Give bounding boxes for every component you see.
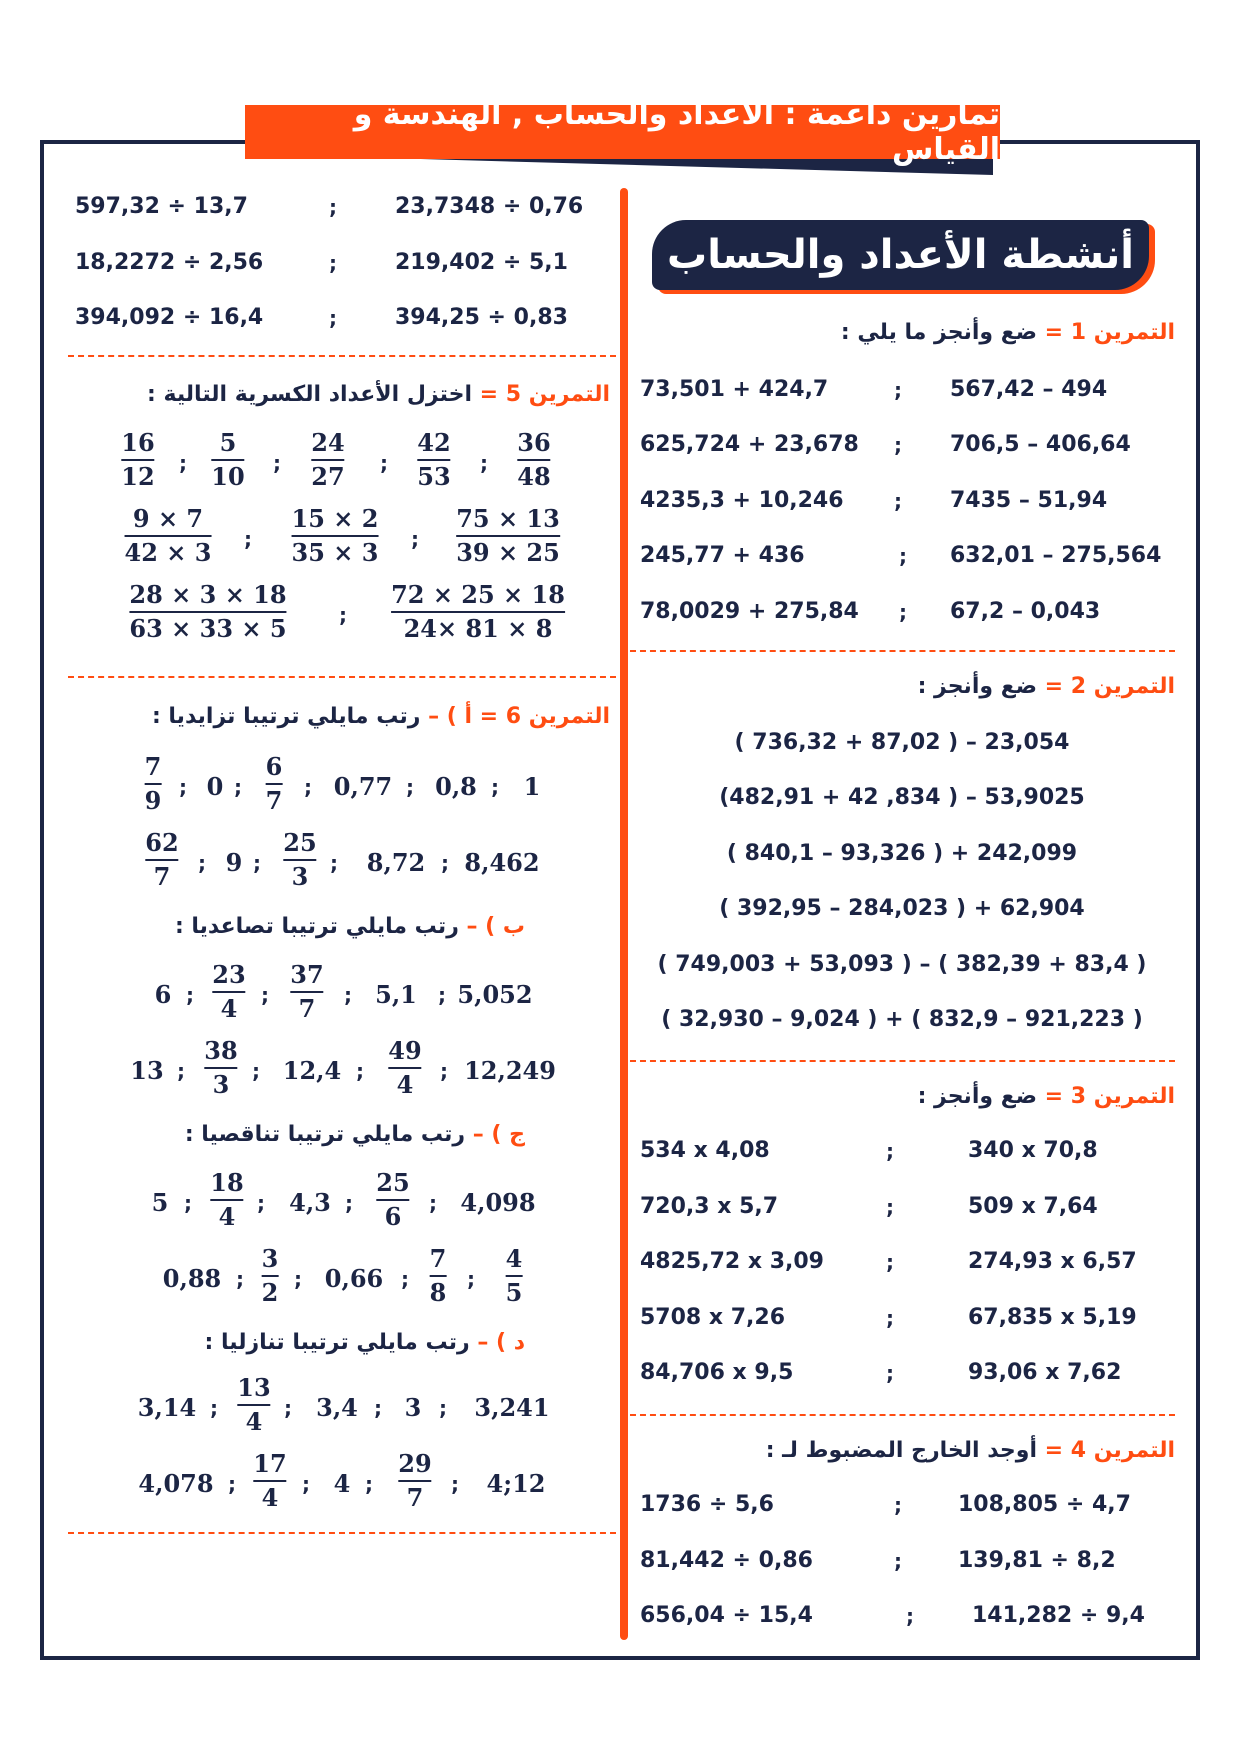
- separator: ;: [886, 1195, 894, 1219]
- numerator: 72 × 25 × 18: [391, 580, 565, 609]
- numerator: 28 × 3 × 18: [129, 580, 287, 609]
- fraction-bar: [266, 783, 283, 785]
- fraction: [237, 1373, 270, 1437]
- separator: ;: [302, 1472, 310, 1496]
- fraction: [145, 828, 178, 892]
- denominator: 7: [153, 862, 171, 891]
- fraction-bar: [456, 535, 560, 537]
- value: 0: [206, 772, 224, 801]
- separator: ;: [329, 251, 337, 275]
- fraction: [211, 428, 244, 492]
- fraction: [376, 1168, 409, 1232]
- denominator: 4: [220, 994, 238, 1023]
- value: 1: [523, 772, 541, 801]
- fraction: [398, 1449, 431, 1513]
- fraction: [388, 1036, 421, 1100]
- fraction: [262, 1244, 279, 1308]
- fraction-bar: [283, 859, 316, 861]
- dash-divider: [68, 676, 616, 678]
- denominator: 10: [211, 462, 245, 491]
- value: 12,4: [282, 1056, 342, 1085]
- separator: ;: [339, 603, 347, 627]
- ex4-right-1: 108,805 ÷ 4,7: [958, 1492, 1131, 1517]
- denominator: 4: [245, 1407, 263, 1436]
- ex3-left-1: 534 x 4,08: [640, 1138, 770, 1163]
- denominator: 8: [429, 1278, 447, 1307]
- fraction: [517, 428, 550, 492]
- denominator: 7: [298, 994, 316, 1023]
- separator: ;: [451, 1472, 459, 1496]
- fraction-bar: [121, 459, 154, 461]
- ex6-number: التمرين 6 = أ ) –: [428, 704, 610, 729]
- separator: ;: [894, 489, 902, 513]
- separator: ;: [257, 1191, 265, 1215]
- separator: ;: [244, 527, 252, 551]
- ex4-cont-right-2: 219,402 ÷ 5,1: [395, 250, 568, 275]
- denominator: 4: [261, 1483, 279, 1512]
- denominator: 35 × 3: [291, 538, 379, 567]
- value: 3,4: [316, 1393, 358, 1422]
- ex1-right-1: 567,42 – 494: [950, 377, 1108, 402]
- ex6-instruction: رتب مايلي ترتيبا تزايديا :: [151, 704, 429, 729]
- ex2-row-3: ( 840,1 – 93,326 ) + 242,099: [726, 841, 1078, 866]
- numerator: 75 × 13: [456, 504, 560, 533]
- denominator: 42 × 3: [124, 538, 212, 567]
- separator: ;: [186, 983, 194, 1007]
- numerator: 23: [212, 960, 246, 989]
- fraction-bar: [262, 1275, 279, 1277]
- ex6-b-heading: [175, 912, 525, 942]
- dash-divider: [630, 1414, 1175, 1416]
- separator: ;: [380, 451, 388, 475]
- separator: ;: [344, 983, 352, 1007]
- numerator: 62: [145, 828, 179, 857]
- value: 0,66: [324, 1264, 384, 1293]
- numerator: 7: [144, 752, 162, 781]
- value: 4;12: [486, 1469, 546, 1498]
- ex3-number: التمرين 3 =: [1044, 1084, 1175, 1109]
- value: 6: [154, 980, 172, 1009]
- fraction-bar: [145, 859, 178, 861]
- ex3-right-5: 93,06 x 7,62: [968, 1360, 1122, 1385]
- separator: ;: [894, 1493, 902, 1517]
- value: 5,1: [375, 980, 417, 1009]
- banner-title: تمارين داعمة : الأعداد والحساب , الهندسة و القياس: [353, 97, 1000, 167]
- value: 8,462: [464, 848, 540, 877]
- ex4-left-1: 1736 ÷ 5,6: [640, 1492, 774, 1517]
- separator: ;: [906, 1604, 914, 1628]
- ex1-right-5: 67,2 – 0,043: [950, 599, 1101, 624]
- value: 9: [225, 848, 243, 877]
- separator: ;: [329, 306, 337, 330]
- separator: ;: [184, 1191, 192, 1215]
- fraction-bar: [417, 459, 450, 461]
- denominator: 4: [218, 1202, 236, 1231]
- separator: ;: [894, 1549, 902, 1573]
- numerator: 17: [253, 1449, 287, 1478]
- fraction-bar: [376, 1199, 409, 1201]
- separator: ;: [330, 851, 338, 875]
- numerator: 4: [505, 1244, 523, 1273]
- denominator: 63 × 33 × 5: [129, 614, 287, 643]
- ex1-right-2: 706,5 – 406,64: [950, 432, 1131, 457]
- ex4-right-3: 141,282 ÷ 9,4: [972, 1603, 1145, 1628]
- fraction-bar: [388, 1067, 421, 1069]
- fraction: [212, 960, 245, 1024]
- numerator: 49: [388, 1036, 422, 1065]
- ex6-c-instruction: رتب مايلي ترتيبا تناقصيا :: [184, 1122, 473, 1147]
- separator: ;: [439, 1396, 447, 1420]
- separator: ;: [365, 1472, 373, 1496]
- ex3-right-4: 67,835 x 5,19: [968, 1305, 1137, 1330]
- denominator: 7: [265, 786, 283, 815]
- separator: ;: [236, 1267, 244, 1291]
- ex3-left-5: 84,706 x 9,5: [640, 1360, 794, 1385]
- separator: ;: [467, 1267, 475, 1291]
- denominator: 53: [417, 462, 451, 491]
- ex2-instruction: ضع وأنجز :: [917, 674, 1045, 699]
- ex1-left-2: 625,724 + 23,678: [640, 432, 859, 457]
- ex2-row-4: ( 392,95 – 284,023 ) + 62,904: [719, 896, 1085, 921]
- denominator: 48: [517, 462, 551, 491]
- fraction-bar: [398, 1480, 431, 1482]
- ex1-number: التمرين 1 =: [1044, 320, 1175, 345]
- numerator: 18: [210, 1168, 244, 1197]
- separator: ;: [401, 1267, 409, 1291]
- separator: ;: [480, 451, 488, 475]
- ex1-heading: [841, 318, 1175, 348]
- separator: ;: [284, 1396, 292, 1420]
- ex4-right-2: 139,81 ÷ 8,2: [958, 1548, 1116, 1573]
- ex4-instruction: أوجد الخارج المضبوط لـ :: [765, 1438, 1045, 1463]
- separator: ;: [345, 1191, 353, 1215]
- separator: ;: [894, 433, 902, 457]
- separator: ;: [253, 851, 261, 875]
- fraction-bar: [212, 991, 245, 993]
- value: 3,14: [137, 1393, 197, 1422]
- value: 3,241: [474, 1393, 550, 1422]
- fraction-bar: [211, 459, 244, 461]
- numerator: 6: [265, 752, 283, 781]
- numerator: 42: [417, 428, 451, 457]
- ex3-instruction: ضع وأنجز :: [917, 1084, 1045, 1109]
- fraction-bar: [290, 991, 323, 993]
- separator: ;: [894, 378, 902, 402]
- fraction: [266, 752, 283, 816]
- ex5-number: التمرين 5 =: [479, 382, 610, 407]
- separator: ;: [273, 451, 281, 475]
- separator: ;: [441, 851, 449, 875]
- fraction: [283, 828, 316, 892]
- ex4-heading: [766, 1436, 1175, 1466]
- fraction-bar: [253, 1480, 286, 1482]
- ex4-number: التمرين 4 =: [1044, 1438, 1175, 1463]
- ex3-right-3: 274,93 x 6,57: [968, 1249, 1137, 1274]
- dash-divider: [630, 1060, 1175, 1062]
- ex4-cont-left-1: 597,32 ÷ 13,7: [75, 194, 248, 219]
- fraction: [430, 1244, 447, 1308]
- separator: ;: [899, 600, 907, 624]
- separator: ;: [304, 775, 312, 799]
- ex3-left-4: 5708 x 7,26: [640, 1305, 786, 1330]
- value: 0,8: [435, 772, 477, 801]
- ex4-left-2: 81,442 ÷ 0,86: [640, 1548, 813, 1573]
- ex1-left-4: 245,77 + 436: [640, 543, 805, 568]
- fraction: [290, 960, 323, 1024]
- value: 12,249: [464, 1056, 556, 1085]
- separator: ;: [228, 1472, 236, 1496]
- ex3-left-3: 4825,72 x 3,09: [640, 1249, 824, 1274]
- ex1-left-1: 73,501 + 424,7: [640, 377, 829, 402]
- value: 0,77: [333, 772, 393, 801]
- numerator: 25: [376, 1168, 410, 1197]
- dash-divider: [68, 355, 616, 357]
- ex6-b-instruction: رتب مايلي ترتيبا تصاعديا :: [174, 914, 467, 939]
- numerator: 38: [204, 1036, 238, 1065]
- value: 5,052: [457, 980, 533, 1009]
- separator: ;: [886, 1361, 894, 1385]
- fraction: [125, 504, 212, 568]
- numerator: 3: [261, 1244, 279, 1273]
- fraction: [204, 1036, 237, 1100]
- ex3-right-2: 509 x 7,64: [968, 1194, 1098, 1219]
- numerator: 37: [290, 960, 324, 989]
- ex4-cont-left-2: 18,2272 ÷ 2,56: [75, 250, 264, 275]
- ex1-right-3: 7435 – 51,94: [950, 488, 1108, 513]
- ex5-instruction: اختزل الأعداد الكسرية التالية :: [147, 382, 480, 407]
- fraction: [129, 580, 286, 644]
- numerator: 16: [121, 428, 155, 457]
- fraction-bar: [210, 1199, 243, 1201]
- ex4-cont-right-3: 394,25 ÷ 0,83: [395, 305, 568, 330]
- separator: ;: [886, 1139, 894, 1163]
- denominator: 12: [121, 462, 155, 491]
- ex6-d-heading: [205, 1328, 525, 1358]
- denominator: 6: [384, 1202, 402, 1231]
- fraction: [145, 752, 162, 816]
- column-divider: [620, 188, 628, 1640]
- ex3-right-1: 340 x 70,8: [968, 1138, 1098, 1163]
- denominator: 27: [311, 462, 345, 491]
- ex4-cont-left-3: 394,092 ÷ 16,4: [75, 305, 264, 330]
- fraction-bar: [237, 1404, 270, 1406]
- fraction: [417, 428, 450, 492]
- numerator: 5: [219, 428, 237, 457]
- fraction-bar: [204, 1067, 237, 1069]
- numerator: 29: [398, 1449, 432, 1478]
- ex4-left-3: 656,04 ÷ 15,4: [640, 1603, 813, 1628]
- ex4-cont-right-1: 23,7348 ÷ 0,76: [395, 194, 584, 219]
- separator: ;: [329, 195, 337, 219]
- ex2-number: التمرين 2 =: [1044, 674, 1175, 699]
- ex6-d-instruction: رتب مايلي ترتيبا تنازليا :: [204, 1330, 478, 1355]
- denominator: 2: [261, 1278, 279, 1307]
- separator: ;: [899, 544, 907, 568]
- ex6-c-heading: [185, 1120, 525, 1150]
- numerator: 15 × 2: [291, 504, 379, 533]
- separator: ;: [440, 1059, 448, 1083]
- fraction-bar: [145, 783, 162, 785]
- fraction-bar: [129, 611, 286, 613]
- denominator: 4: [396, 1070, 414, 1099]
- ex2-row-5: ( 749,003 + 53,093 ) – ( 382,39 + 83,4 ): [657, 952, 1147, 977]
- ex1-instruction: ضع وأنجز ما يلي :: [840, 320, 1045, 345]
- ex2-row-1: ( 736,32 + 87,02 ) – 23,054: [734, 730, 1070, 755]
- value: 3: [404, 1393, 422, 1422]
- numerator: 13: [237, 1373, 271, 1402]
- denominator: 5: [505, 1278, 523, 1307]
- denominator: 39 × 25: [456, 538, 560, 567]
- separator: ;: [356, 1059, 364, 1083]
- ex2-row-2: (482,91 + 42 ,834 ) – 53,9025: [719, 785, 1085, 810]
- denominator: 9: [144, 786, 162, 815]
- section-title: [652, 220, 1149, 290]
- numerator: 24: [311, 428, 345, 457]
- dash-divider: [630, 650, 1175, 652]
- denominator: 7: [406, 1483, 424, 1512]
- value: 8,72: [366, 848, 426, 877]
- separator: ;: [886, 1250, 894, 1274]
- fraction-bar: [292, 535, 379, 537]
- separator: ;: [429, 1191, 437, 1215]
- value: 0,88: [162, 1264, 222, 1293]
- separator: ;: [210, 1396, 218, 1420]
- ex1-right-4: 632,01 – 275,564: [950, 543, 1162, 568]
- value: 5: [151, 1188, 169, 1217]
- dash-divider: [68, 1532, 616, 1534]
- numerator: 7: [429, 1244, 447, 1273]
- fraction-bar: [517, 459, 550, 461]
- numerator: 36: [517, 428, 551, 457]
- fraction-bar: [391, 611, 565, 613]
- denominator: 24× 81 × 8: [403, 614, 553, 643]
- ex2-row-6: ( 32,930 – 9,024 ) + ( 832,9 – 921,223 ): [661, 1007, 1143, 1032]
- fraction: [311, 428, 344, 492]
- fraction-bar: [311, 459, 344, 461]
- ex3-heading: [918, 1082, 1175, 1112]
- fraction: [210, 1168, 243, 1232]
- ex1-left-3: 4235,3 + 10,246: [640, 488, 844, 513]
- separator: ;: [179, 775, 187, 799]
- fraction: [121, 428, 154, 492]
- value: 13: [130, 1056, 164, 1085]
- denominator: 3: [291, 862, 309, 891]
- separator: ;: [374, 1396, 382, 1420]
- value: 4: [333, 1469, 351, 1498]
- ex6-b-label: ب ) –: [466, 914, 525, 939]
- separator: ;: [491, 775, 499, 799]
- separator: ;: [406, 775, 414, 799]
- ex3-left-2: 720,3 x 5,7: [640, 1194, 779, 1219]
- separator: ;: [294, 1267, 302, 1291]
- fraction-bar: [506, 1275, 523, 1277]
- fraction: [391, 580, 565, 644]
- ex5-heading: [147, 380, 610, 410]
- numerator: 9 × 7: [132, 504, 204, 533]
- fraction: [292, 504, 379, 568]
- separator: ;: [411, 527, 419, 551]
- separator: ;: [198, 851, 206, 875]
- ex1-left-5: 78,0029 + 275,84: [640, 599, 859, 624]
- ex2-heading: [918, 672, 1175, 702]
- separator: ;: [886, 1306, 894, 1330]
- fraction: [506, 1244, 523, 1308]
- separator: ;: [438, 983, 446, 1007]
- page-banner: [245, 97, 1000, 167]
- separator: ;: [252, 1059, 260, 1083]
- ex6-d-label: د ) –: [477, 1330, 525, 1355]
- separator: ;: [234, 775, 242, 799]
- value: 4,078: [138, 1469, 214, 1498]
- separator: ;: [261, 983, 269, 1007]
- fraction: [253, 1449, 286, 1513]
- fraction-bar: [430, 1275, 447, 1277]
- fraction-bar: [125, 535, 212, 537]
- separator: ;: [179, 451, 187, 475]
- ex6-c-label: ج ) –: [472, 1122, 525, 1147]
- section-title-text: أنشطة الأعداد والحساب: [667, 232, 1135, 278]
- numerator: 25: [283, 828, 317, 857]
- separator: ;: [177, 1059, 185, 1083]
- ex6-heading: [152, 702, 610, 732]
- denominator: 3: [212, 1070, 230, 1099]
- value: 4,3: [289, 1188, 331, 1217]
- fraction: [456, 504, 560, 568]
- value: 4,098: [460, 1188, 536, 1217]
